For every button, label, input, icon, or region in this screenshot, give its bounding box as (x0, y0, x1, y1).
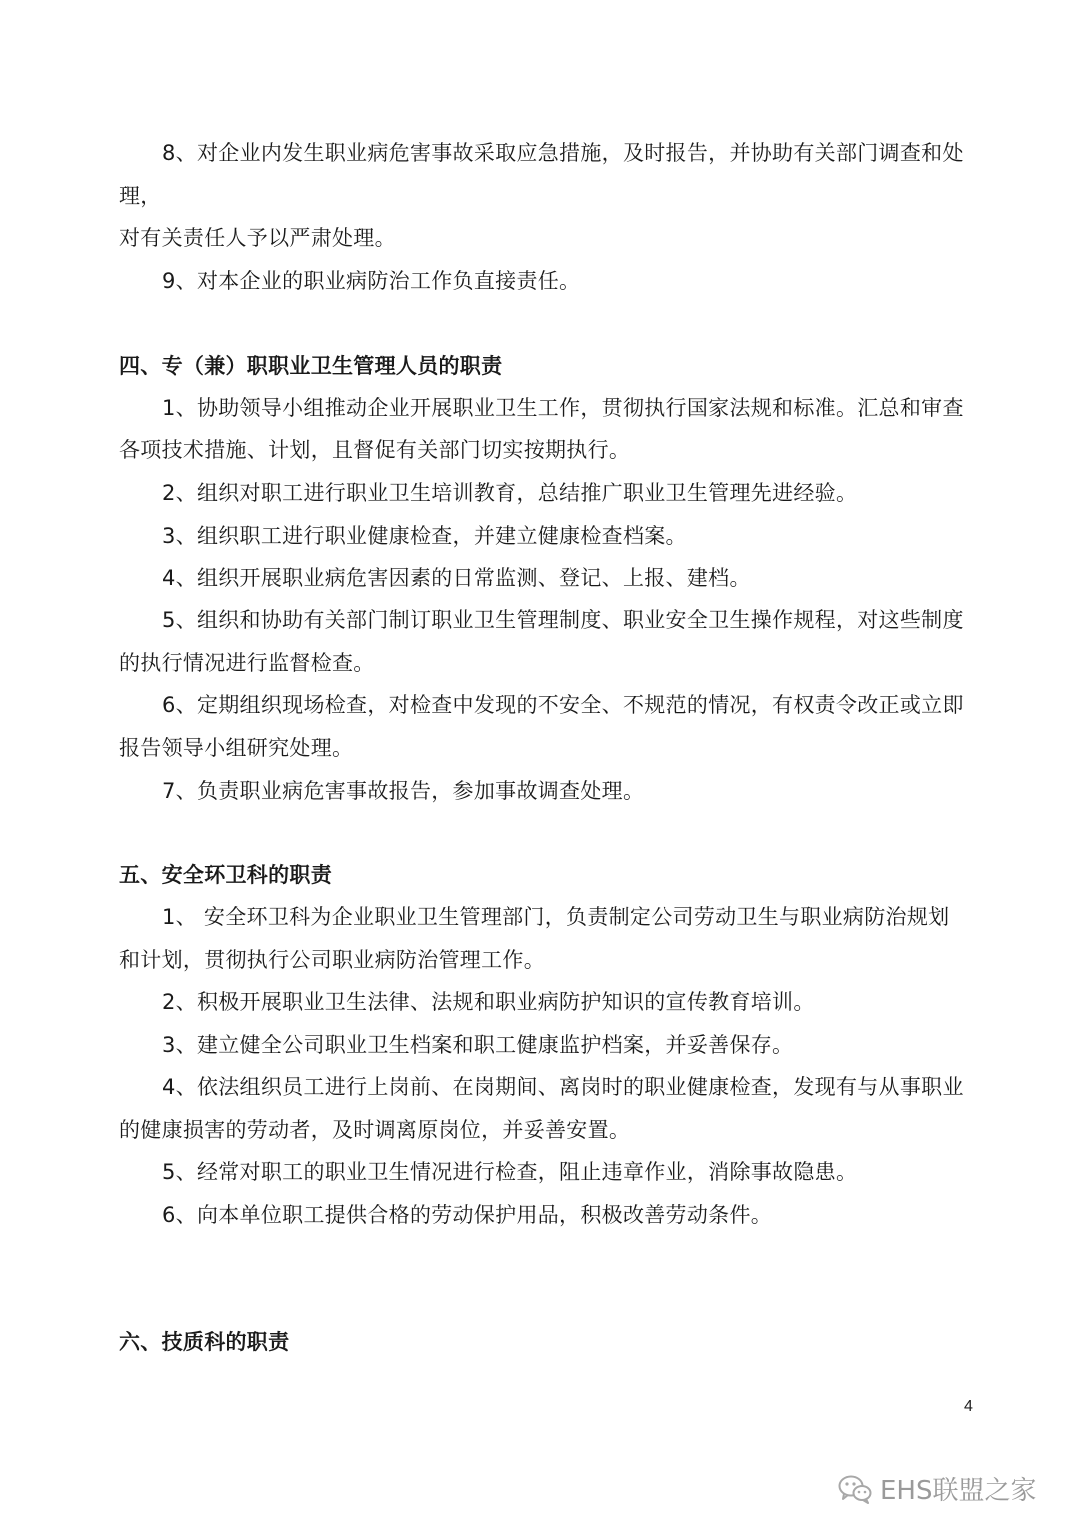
s4-item-4: 4、组织开展职业病危害因素的日常监测、登记、上报、建档。 (162, 566, 751, 590)
s4-item-5-line-2: 的执行情况进行监督检查。 (119, 651, 375, 675)
s4-item-1-line-2: 各项技术措施、计划，且督促有关部门切实按期执行。 (119, 438, 631, 462)
s4-item-5-line-1: 5、组织和协助有关部门制订职业卫生管理制度、职业安全卫生操作规程，对这些制度 (162, 608, 964, 632)
item-9: 9、对本企业的职业病防治工作负直接责任。 (162, 269, 581, 293)
s4-item-2: 2、组织对职工进行职业卫生培训教育，总结推广职业卫生管理先进经验。 (162, 481, 858, 505)
wechat-icon (838, 1474, 872, 1504)
s5-item-4-line-2: 的健康损害的劳动者，及时调离原岗位，并妥善安置。 (119, 1118, 631, 1142)
s5-item-5: 5、经常对职工的职业卫生情况进行检查，阻止违章作业，消除事故隐患。 (162, 1160, 858, 1184)
s4-item-1-line-1: 1、协助领导小组推动企业开展职业卫生工作，贯彻执行国家法规和标准。汇总和审查 (162, 396, 964, 420)
s4-item-6-line-2: 报告领导小组研究处理。 (119, 736, 354, 760)
page-number: 4 (964, 1398, 973, 1415)
section-4-heading: 四、专（兼）职职业卫生管理人员的职责 (119, 354, 503, 378)
watermark (838, 1470, 1036, 1507)
s4-item-7: 7、负责职业病危害事故报告，参加事故调查处理。 (162, 779, 645, 803)
s5-item-4-line-1: 4、依法组织员工进行上岗前、在岗期间、离岗时的职业健康检查，发现有与从事职业 (162, 1075, 964, 1099)
s4-item-6-line-1: 6、定期组织现场检查，对检查中发现的不安全、不规范的情况，有权责令改正或立即 (162, 693, 964, 717)
watermark-text: EHS联盟之家 (880, 1476, 1037, 1506)
s5-item-1-line-2: 和计划，贯彻执行公司职业病防治管理工作。 (119, 948, 545, 972)
item-8-line-1: 8、对企业内发生职业病危害事故采取应急措施，及时报告，并协助有关部门调查和处 (162, 141, 964, 165)
s5-item-1-line-1: 1、 安全环卫科为企业职业卫生管理部门，负责制定公司劳动卫生与职业病防治规划 (162, 905, 950, 929)
item-8-line-2: 理， (119, 184, 162, 208)
section-5-heading: 五、安全环卫科的职责 (119, 863, 332, 887)
s5-item-6: 6、向本单位职工提供合格的劳动保护用品，积极改善劳动条件。 (162, 1203, 773, 1227)
s5-item-3: 3、建立健全公司职业卫生档案和职工健康监护档案，并妥善保存。 (162, 1033, 794, 1057)
item-8-line-3: 对有关责任人予以严肃处理。 (119, 226, 396, 250)
s4-item-3: 3、组织职工进行职业健康检查，并建立健康检查档案。 (162, 524, 687, 548)
s5-item-2: 2、积极开展职业卫生法律、法规和职业病防护知识的宣传教育培训。 (162, 990, 815, 1014)
section-6-heading: 六、技质科的职责 (119, 1330, 290, 1354)
